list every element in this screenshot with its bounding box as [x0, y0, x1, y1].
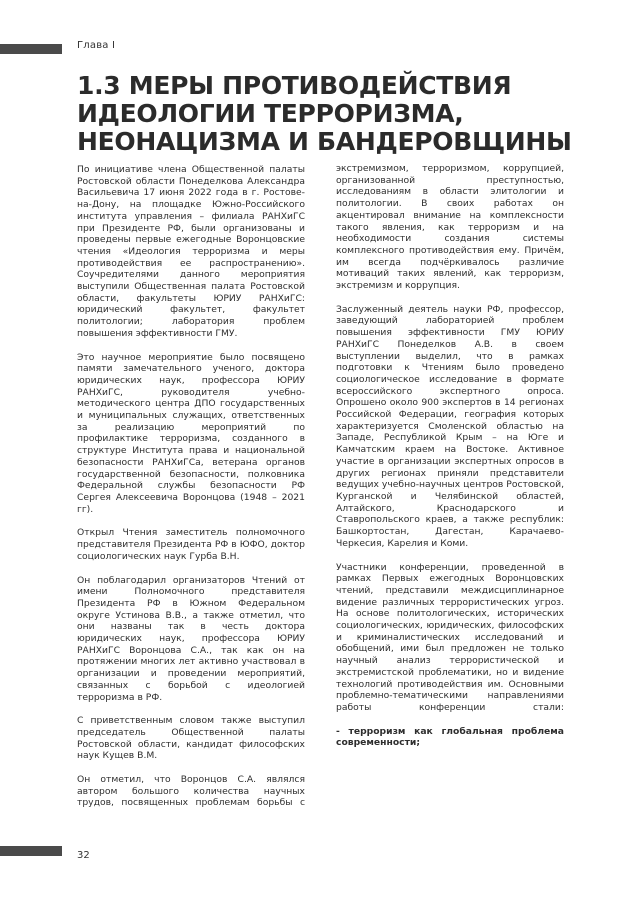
page-title: 1.3 МЕРЫ ПРОТИВОДЕЙСТВИЯ ИДЕОЛОГИИ ТЕРРОРИЗМА, НЕОНАЦИЗМА И БАНДЕРОВЩИНЫ — [77, 71, 572, 156]
footer-marker-bar — [0, 846, 62, 856]
chapter-label: Глава I — [77, 40, 116, 51]
left-column — [77, 164, 305, 821]
paragraph: По инициативе члена Общественной палаты Ростовской области Понеделкова Александра Васильевича 17 июня 2022 года в г. Ростове-на-Дону, на площадке Южно-Российского института управления – филиала РАНХиГС при Президенте РФ, были организованы и проведены первые ежегодные Воронцовские чтения «Идеология терроризма и меры противодействия ее распространению». Соучредителями данного мероприятия выступили Общественная палата Ростовской области, факультеты ЮРИУ РАНХиГС: юридический факультет, факультет политологии; лаборатория проблем повышения эффективности ГМУ. — [77, 164, 305, 339]
paragraph: Он поблагодарил организаторов Чтений от имени Полномочного представителя Президента РФ в Южном Федеральном округе Устинова В.В., а также отметил, что они названы так в честь доктора юридических наук, профессора ЮРИУ РАНХиГС Воронцова С.А., так как он на протяжении многих лет активно участвовал в организации и проведении мероприятий, связанных с борьбой с идеологией терроризма в РФ. — [77, 574, 305, 703]
paragraph: Он отметил, что Воронцов С.А. являлся автором большого количества научных трудов, посвященных проблемам борьбы с — [77, 774, 305, 809]
page-number: 32 — [77, 850, 90, 861]
paragraph: Заслуженный деятель науки РФ, профессор, заведующий лабораторией проблем повышения эффективности ГМУ ЮРИУ РАНХиГС Понеделков А.В. в своем выступлении выделил, что в рамках подготовки к Чтениям было проведено социологическое исследование в формате всероссийского экспертного опроса. Опрошено около 900 экспертов в 14 регионах Российской Федерации, география которых характеризуется Смоленской областью на Западе, Республикой Крым – на Юге и Камчатским краем на Востоке. Активное участие в организации экспертных опросов в других регионах приняли представители ведущих учебно-научных центров Ростовской, Курганской и Челябинской областей, Алтайского, Краснодарского и Ставропольского краев, а также республик: Башкортостан, Дагестан, Карачаево-Черкесия, Карелия и Коми. — [336, 303, 564, 549]
chapter-marker-bar — [0, 44, 62, 54]
paragraph: С приветственным словом также выступил председатель Общественной палаты Ростовской области, кандидат философских наук Кущев В.М. — [77, 715, 305, 762]
right-column — [336, 163, 564, 761]
paragraph: Участники конференции, проведенной в рамках Первых ежегодных Воронцовских чтений, представили междисциплинарное видение различных террористических угроз. На основе политологических, исторических социологических, юридических, философских и криминалистических исследований и обобщений, ими был предложен не только научный анализ террористической и экстремистской проблематики, но и видение технологий противодействия им. Основными проблемно-тематическими направлениями работы конференции стали: — [336, 561, 564, 713]
paragraph: экстремизмом, терроризмом, коррупцией, организованной преступностью, исследованиям в области элитологии и политологии. В своих работах он акцентировал внимание на комплексности такого явления, как терроризм и на необходимости создания системы комплексного противодействия ему. Причём, им всегда подчёркивалось различие мотиваций таких явлений, как терроризм, экстремизм и коррупция. — [336, 163, 564, 292]
list-item: - терроризм как глобальная проблема современности; — [336, 725, 564, 749]
paragraph: Открыл Чтения заместитель полномочного представителя Президента РФ в ЮФО, доктор социологических наук Гурба В.Н. — [77, 527, 305, 562]
paragraph: Это научное мероприятие было посвящено памяти замечательного ученого, доктора юридических наук, профессора ЮРИУ РАНХиГС, руководителя учебно-методического центра ДПО государственных и муниципальных служащих, ответственных за реализацию мероприятий по профилактике терроризма, созданного в структуре Института права и национальной безопасности РАНХиГСа, ветерана органов государственной безопасности, полковника Федеральной службы безопасности РФ Сергея Алексеевича Воронцова (1948 – 2021 гг). — [77, 351, 305, 515]
